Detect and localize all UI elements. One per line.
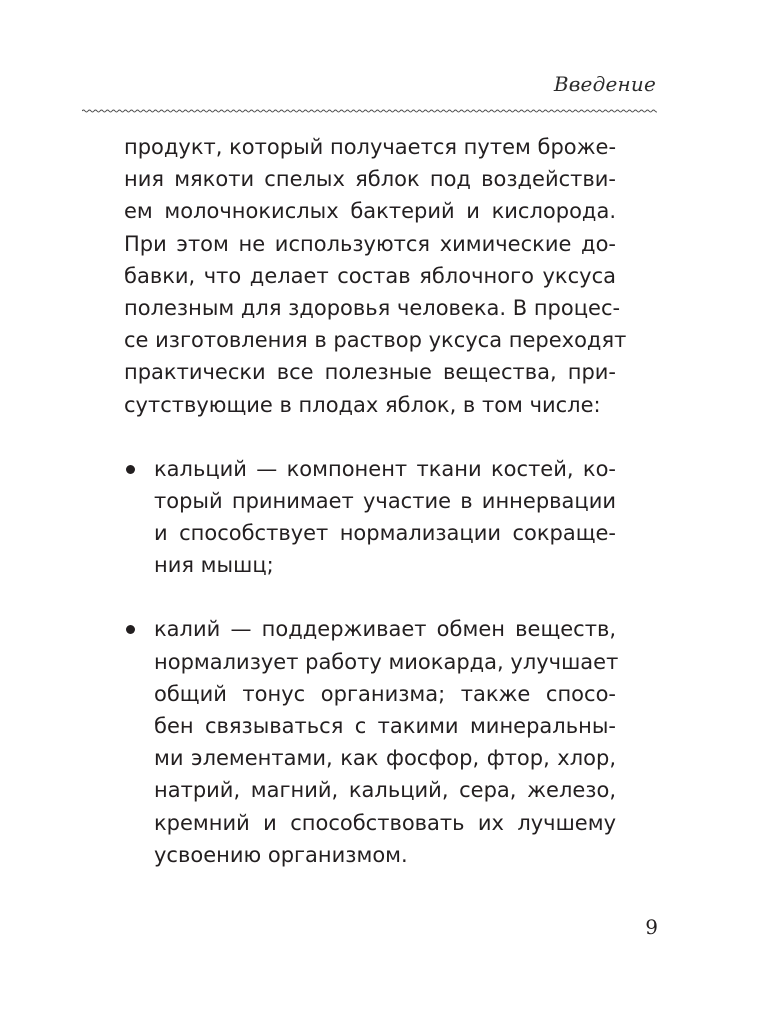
text-line: нормализует работу миокарда, улучшает: [154, 649, 619, 674]
text-line: кальций — компонент ткани костей, ко-: [154, 456, 616, 481]
text-line: бавки, что делает состав яблочного уксуса: [124, 263, 616, 288]
text-line: и способствует нормализации сокраще-: [154, 521, 616, 546]
text-line: калий — поддерживает обмен веществ,: [154, 617, 616, 642]
bullet-item-calcium: [124, 453, 616, 582]
text-line: натрий, магний, кальций, сера, железо,: [154, 778, 616, 803]
bullet-dot-icon: [126, 465, 135, 474]
text-line: ния мышц;: [154, 553, 274, 578]
text-line: продукт, который получается путем броже-: [124, 135, 617, 159]
text-line: се изготовления в раствор уксуса переходят: [124, 328, 627, 353]
intro-paragraph: [124, 131, 627, 421]
wavy-divider: [82, 107, 657, 115]
text-line: ми элементами, как фосфор, фтор, хлор,: [154, 746, 616, 771]
text-line: усвоению организмом.: [154, 842, 408, 867]
text-line: сутствующие в плодах яблок, в том числе:: [124, 392, 601, 417]
bullet-dot-icon: [126, 625, 135, 634]
text-line: кремний и способствовать их лучшему: [154, 810, 616, 835]
chapter-title: Введение: [553, 72, 656, 96]
text-line: общий тонус организма; также спосо-: [154, 681, 616, 706]
page-body: [124, 131, 627, 871]
bullet-item-potassium: [124, 613, 619, 871]
text-line: практически все полезные вещества, при-: [124, 360, 616, 385]
text-line: ем молочнокислых бактерий и кислорода.: [124, 199, 616, 224]
text-line: полезным для здоровья человека. В процес-: [124, 295, 621, 320]
page-number: 9: [645, 915, 658, 939]
text-line: бен связываться с такими минеральны-: [154, 714, 616, 738]
text-line: При этом не используются химические до-: [124, 231, 616, 256]
text-line: торый принимает участие в иннервации: [154, 488, 616, 513]
text-line: ния мякоти спелых яблок под воздействи-: [124, 167, 616, 192]
